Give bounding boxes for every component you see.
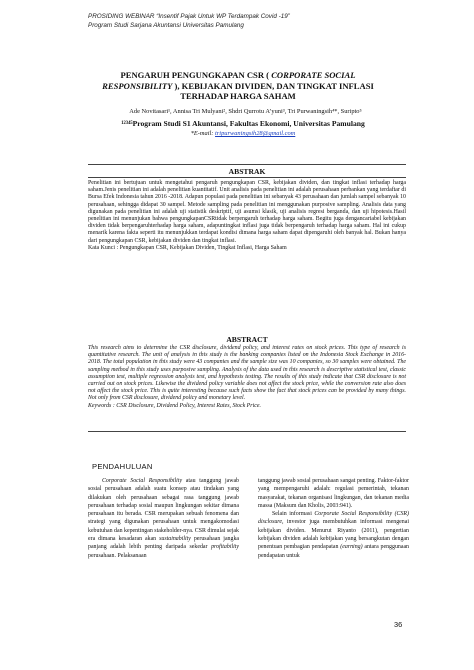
text-run: , investor juga membutuhkan informasi mengenai kebijakan dividen. Menurut Riyanto (2011), pengertian kebijakan dividen adalah kebijakan yang bersangkutan dengan penentuan pembagian pendapatan [258, 519, 409, 551]
text-run: Selain informasi [272, 511, 315, 518]
divider-abstrak [88, 177, 406, 178]
italic-run: Corporate Social Responsibility (CSR) disclosure [258, 511, 409, 526]
paragraph [258, 477, 409, 510]
email-link[interactable]: tripurwaningsih28@gmail.com [215, 130, 296, 137]
title-part-1: PENGARUH PENGUNGKAPAN CSR ( [120, 70, 272, 80]
email-line [88, 129, 398, 138]
text-run: perusahaan. Pelaksanaan [88, 552, 147, 559]
italic-run: (earning) [340, 544, 363, 551]
abstrak-heading: ABSTRAK [228, 167, 266, 176]
divider-bottom [88, 431, 406, 432]
paragraph [258, 510, 409, 560]
paragraph [88, 477, 239, 560]
divider-top [88, 164, 406, 165]
section-heading: PENDAHULUAN [92, 462, 153, 471]
body-column-left [88, 477, 239, 560]
header-line-2: Program Studi Sarjana Akuntansi Universitas Pamulang [88, 22, 244, 29]
header-line-1: PROSIDING WEBINAR “Insentif Pajak Untuk WP Terdampak Covid -19” [88, 13, 290, 20]
body-column-right [258, 477, 409, 560]
text-run: tanggung jawab sosial perusahaan sangat penting. Faktor-faktor yang mempengaruhi adalah: regulasi pemerintah, tekanan masyarakat, tekanan organisasi lingkungan, dan tekanan media massa (Maksum dan Kholis, 2003:941). [258, 478, 409, 509]
email-prefix: *E-mail: [190, 130, 216, 137]
abstract-body: This research aims to determine the CSR disclosure, dividend policy, and interest rates on stock prices. This type of research is quantitative research. The unit of analysis in this study is the banking companies listed on the Indonesia Stock Exchange in 2016-2018. The total population in this study were 43 companies and the sample size was 10 companies, so 30 samples were obtained. The sampling method in this study uses purposive sampling. Analysis of the data used in this research is descriptive statistical test, classic assumption test, multiple regression analysis test, and hypothesis testing. The results of this study indicate that CSR disclosure is not carried out on stock prices. Likewise the dividend policy variable does not affect the stock price, while the conversion rate also does not affect the stock price. This is quite interesting because such facts show the fact that stock prices can be provided by many things. Not only from CSR disclosure, dividend policy and monetary level. [88, 345, 406, 402]
italic-run: profitability [211, 544, 239, 551]
title-italic: CORPORATE SOCIAL RESPONSIBILITY [102, 70, 356, 91]
abstract-keywords: Keywords : CSR Disclosure, Dividend Policy, Interest Rates, Stock Price. [88, 402, 261, 409]
text-run: antara penggunaan pendapatan untuk [258, 544, 410, 559]
text-run: atau tanggung jawab sosial perusahaan adalah suatu konsep atau tindakan yang dilakukan oleh perusahaan sebagai rasa tanggung jawab perusahaan terhadap sosial maupun lingkungan sekitar dimana perusahaan itu berada. CSR merupakan sebuah fenomena dan strategi yang digunakan perusahaan untuk mengakomodasi kebutuhan dan kepentingan stakeholder-nya. CSR dimulai sejak era dimana kesadaran akan [88, 478, 240, 543]
csr-italic: Corporate Social Responsibility [102, 478, 183, 484]
page-number: 36 [394, 620, 403, 629]
proceedings-header [88, 12, 290, 30]
italic-run: sustainability [159, 536, 191, 543]
abstrak-keywords: Kata Kunci : Pengungkapan CSR, Kebijakan Dividen, Tingkat Inflasi, Harga Saham [88, 244, 287, 251]
affiliation: ¹²³⁴⁵Program Studi S1 Akuntansi, Fakultas Ekonomi, Universitas Pamulang [121, 119, 365, 128]
paper-title [88, 70, 388, 102]
author-list: Ade Novitasari¹, Annisa Tri Mulyani², Shdri Qurrotu A’yuni³, Tri Purwaningsih⁴*, Suripto⁵ [129, 108, 362, 115]
title-part-2: ), KEBIJAKAN DIVIDEN, DAN TINGKAT INFLASI TERHADAP HARGA SAHAM [172, 80, 374, 101]
abstrak-body: Penelitian ini bertujuan untuk mengetahui pengaruh pengungkapan CSR, kebijakan dividen, dan tingkat inflasi terhadap harga saham.Jenis penelitian ini adalah penelitian kuantitatif. Unit analisis pada penelitian ini adalah perusahaan perbankan yang terdaftar di Bursa Efek Indonesia tahun 2016 -2018. Adapun populasi pada penelitian ini sebanyak 43 perusahaan dan jumlah sampel sebanyak 10 perusahaan, sehingga didapat 30 sampel. Metode sampling pada penelitian ini menggunakan purposive sampling. Analisis data yang digunakan pada penelitian ini adalah uji statistik deskriptif, uji asumsi klasik, uji analisis regresi berganda, dan uji hipotesis.Hasil penelitian ini menunjukan bahwa pengungkapanCSRtidak berpengaruh terhadap harga saham. Begitu juga dengancariabel kebijakan dividen tidak berpengaruhterhadap harga saham, adapuntingkat inflasi juga tidak berpengaruh terhadap harga saham. Hal ini cukup menarik karena fakta seperti itu menunjukkan terdapat kondisi dimana harga saham dapat dipengaruhi oleh banyak hal. Bukan hanya dari pengungkapan CSR, kebijakan dividen dan tingkat inflasi. [88, 180, 406, 244]
abstract-text [88, 345, 406, 410]
abstract-heading: ABSTRACT [226, 335, 268, 344]
abstrak-text [88, 180, 406, 252]
text-run: perusahaan jangka panjang adalah lebih penting daripada sekedar [88, 536, 240, 551]
